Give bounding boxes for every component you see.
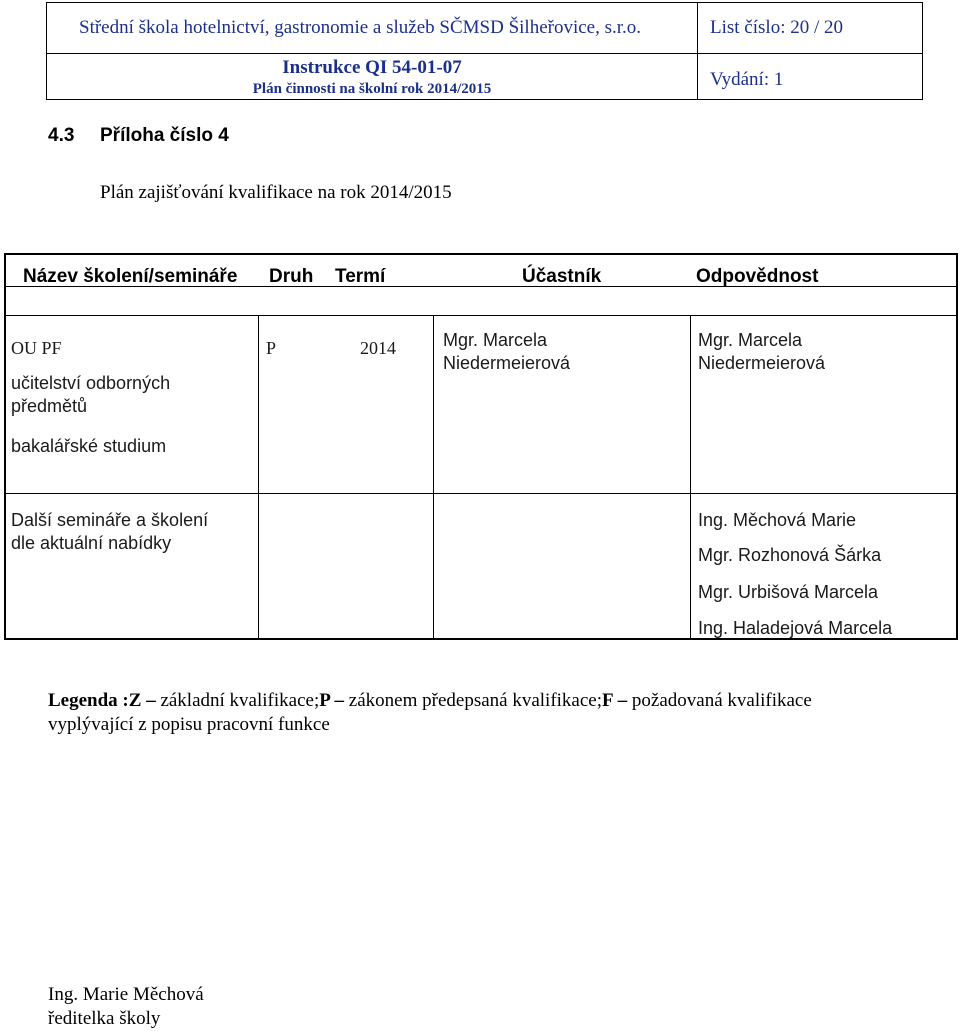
qualification-table xyxy=(4,253,958,640)
row2-responsibility-line2: Mgr. Rozhonová Šárka xyxy=(698,545,882,565)
row2-responsibility-line3: Mgr. Urbišová Marcela xyxy=(698,582,879,602)
legend-z: Z xyxy=(128,690,142,711)
row2-responsibility-line4: Ing. Haladejová Marcela xyxy=(698,618,893,638)
page-number: List číslo: 20 / 20 xyxy=(710,17,843,38)
section-number: 4.3 xyxy=(48,125,75,146)
table-header-line xyxy=(4,286,958,287)
table-col-line-3 xyxy=(690,315,691,639)
issue-number: Vydání: 1 xyxy=(710,69,784,90)
table-border-left xyxy=(4,253,6,640)
table-border-right xyxy=(956,253,958,640)
legend-p: P xyxy=(319,690,330,711)
row1-responsibility-line1: Mgr. Marcela xyxy=(698,330,803,350)
legend-dash-z: – xyxy=(141,690,156,711)
signature-block xyxy=(48,983,204,1031)
row2-name-line1: Další semináře a školení xyxy=(11,510,209,530)
table-row2-top xyxy=(4,493,958,494)
row1-type: P xyxy=(266,338,277,358)
document-header xyxy=(46,2,923,100)
table-col-line-2 xyxy=(433,315,434,639)
header-type: Druh xyxy=(269,266,314,286)
legend-f-text: požadovaná kvalifikace vyplývající z popisu pracovní funkce xyxy=(48,690,812,735)
table-col-line-1 xyxy=(258,315,259,639)
row2-name-line2: dle aktuální nabídky xyxy=(11,533,172,553)
header-name: Název školení/semináře xyxy=(23,266,238,286)
school-name: Střední škola hotelnictví, gastronomie a služeb SČMSD Šilheřovice, s.r.o. xyxy=(79,17,642,38)
table-header-row xyxy=(4,253,958,286)
legend-dash-p: – xyxy=(329,690,345,711)
legend-dash-f: – xyxy=(612,690,628,711)
row1-participant-line2: Niedermeierová xyxy=(443,353,571,373)
header-participant: Účastník xyxy=(522,266,602,286)
legend-z-text: základní kvalifikace; xyxy=(155,690,320,711)
legend-label: Legenda : xyxy=(48,690,129,711)
header-responsibility: Odpovědnost xyxy=(696,266,819,286)
row1-responsibility-line2: Niedermeierová xyxy=(698,353,826,373)
plan-subtitle: Plán činnosti na školní rok 2014/2015 xyxy=(252,81,492,97)
row2-responsibility-line1: Ing. Měchová Marie xyxy=(698,510,857,530)
header-term: Termí xyxy=(335,266,386,286)
legend xyxy=(48,689,868,737)
section-heading xyxy=(48,125,229,147)
row1-participant-line1: Mgr. Marcela xyxy=(443,330,548,350)
row1-term: 2014 xyxy=(360,338,396,358)
table-row1-top xyxy=(4,315,958,316)
header-divider-vertical xyxy=(697,3,698,99)
legend-p-text: zákonem předepsaná kvalifikace; xyxy=(344,690,603,711)
row1-name-line4: bakalářské studium xyxy=(11,436,167,456)
row1-name-line2: učitelství odborných xyxy=(11,373,171,393)
section-title: Příloha číslo 4 xyxy=(100,125,229,146)
header-divider-horizontal xyxy=(47,53,922,54)
row1-name-line3: předmětů xyxy=(11,396,88,416)
row1-name-line1: OU PF xyxy=(11,338,62,358)
plan-title: Plán zajišťování kvalifikace na rok 2014/2015 xyxy=(100,182,452,203)
instruction-code: Instrukce QI 54-01-07 xyxy=(282,57,462,78)
signatory-name: Ing. Marie Měchová xyxy=(48,984,204,1005)
signatory-role: ředitelka školy xyxy=(48,1008,161,1029)
legend-f: F xyxy=(602,690,613,711)
